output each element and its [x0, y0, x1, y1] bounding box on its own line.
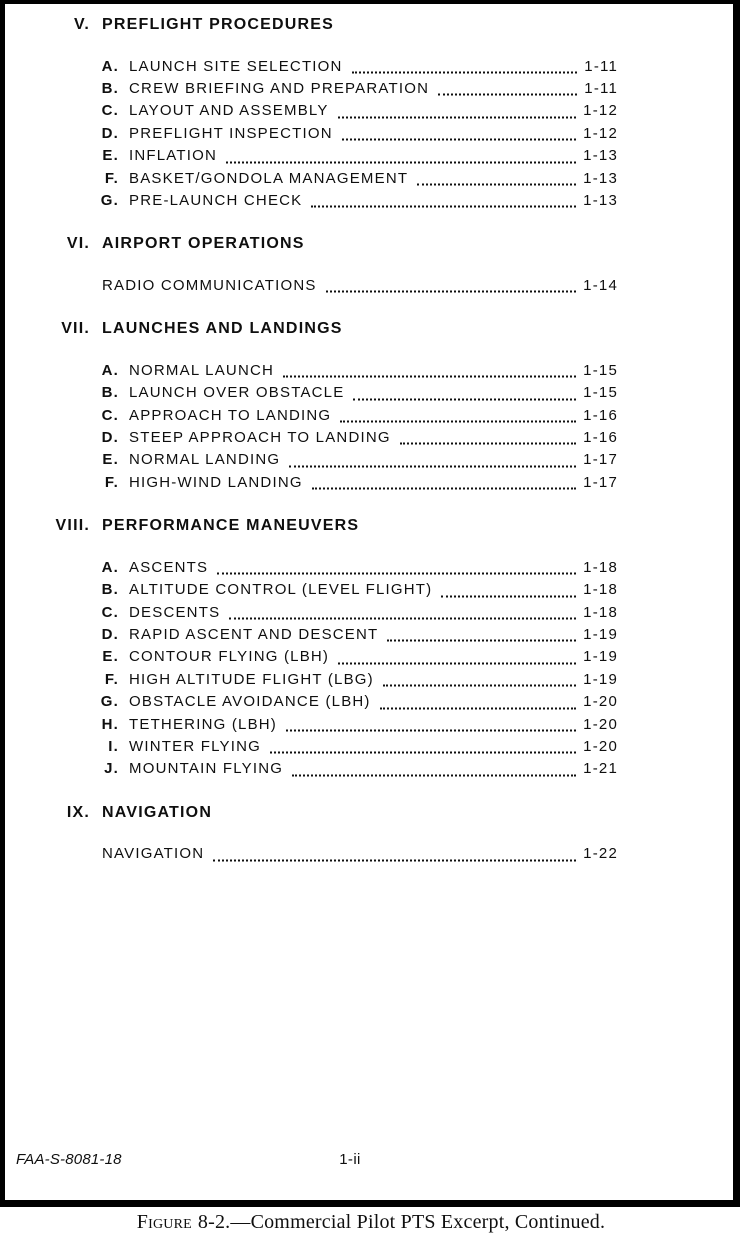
toc-entry-dot-leader [338, 662, 576, 664]
toc-entry-title: ALTITUDE CONTROL (LEVEL FLIGHT) [129, 581, 433, 599]
toc-entry-title: OBSTACLE AVOIDANCE (LBH) [129, 693, 371, 711]
toc-entry-page-number: 1-14 [583, 276, 618, 294]
toc-section-entries [23, 360, 618, 494]
toc-entry-title: NAVIGATION [102, 845, 205, 863]
toc-entry-letter: D. [101, 625, 119, 643]
toc-section-entries [23, 557, 618, 781]
toc-entry-title: RAPID ASCENT AND DESCENT [129, 625, 379, 643]
toc-entry-dot-leader [226, 161, 576, 163]
toc-entry-title: NORMAL LANDING [129, 451, 281, 469]
toc-entry-dot-leader [213, 859, 576, 861]
toc-entry-title: LAUNCH SITE SELECTION [129, 57, 343, 75]
toc-entry-page-number: 1-20 [583, 715, 618, 733]
toc-section-numeral: VII. [61, 320, 90, 338]
toc-entry-page-number: 1-12 [583, 102, 618, 120]
toc-entry-letter: F. [104, 169, 119, 187]
toc-entry-title: LAYOUT AND ASSEMBLY [129, 102, 329, 120]
toc-entry-dot-leader [352, 71, 577, 73]
toc-entry-page-number: 1-19 [583, 670, 618, 688]
toc-entry-dot-leader [340, 420, 576, 422]
toc-section-title: PREFLIGHT PROCEDURES [102, 16, 335, 33]
toc-entry-dot-leader [289, 465, 576, 467]
toc-entry-dot-leader [383, 685, 576, 687]
toc-section [23, 802, 618, 866]
toc-entry-dot-leader [326, 291, 577, 293]
toc-entry-page-number: 1-20 [583, 737, 618, 755]
toc-entry-title: TETHERING (LBH) [129, 715, 278, 733]
toc-entry-page-number: 1-16 [583, 428, 618, 446]
toc-entry-letter: F. [104, 670, 119, 688]
toc-entry-letter: C. [101, 102, 119, 120]
toc-entry-page-number: 1-13 [583, 191, 618, 209]
toc-entry [23, 624, 618, 646]
toc-entry-letter: B. [101, 384, 119, 402]
toc-entry-page-number: 1-13 [583, 169, 618, 187]
toc-entry-title: MOUNTAIN FLYING [129, 760, 284, 778]
toc-entry-letter: I. [108, 737, 119, 755]
toc-entry-letter: C. [101, 406, 119, 424]
toc-entry-letter: A. [101, 558, 119, 576]
toc-section [23, 318, 618, 494]
toc-entry-dot-leader [292, 774, 576, 776]
toc-entry-page-number: 1-18 [583, 603, 618, 621]
toc-section-numeral: V. [73, 16, 90, 33]
toc-entry-dot-leader [400, 443, 576, 445]
toc-section [23, 14, 618, 212]
toc-section-heading [23, 233, 618, 256]
toc-section-heading [23, 515, 618, 538]
toc-entry-dot-leader [270, 752, 576, 754]
toc-entry-dot-leader [441, 595, 576, 597]
toc-section-numeral: VI. [66, 235, 90, 253]
toc-entry-dot-leader [438, 94, 577, 96]
toc-entry-page-number: 1-15 [583, 384, 618, 402]
toc-entry-letter: D. [101, 124, 119, 142]
toc-section-entries [23, 56, 618, 213]
toc-entry-letter: G. [100, 191, 119, 209]
table-of-contents [5, 4, 733, 866]
toc-entry-page-number: 1-20 [583, 693, 618, 711]
toc-entry-page-number: 1-13 [583, 147, 618, 165]
footer-page-number: 1-ii [339, 1151, 361, 1168]
toc-entry [23, 275, 618, 297]
toc-entry-title: HIGH ALTITUDE FLIGHT (LBG) [129, 670, 374, 688]
toc-entry [23, 100, 618, 122]
toc-entry [23, 646, 618, 668]
toc-entry-letter: F. [104, 473, 119, 491]
toc-entry-title: CONTOUR FLYING (LBH) [129, 648, 330, 666]
toc-entry-page-number: 1-17 [583, 451, 618, 469]
toc-entry-page-number: 1-19 [583, 648, 618, 666]
toc-section-title: AIRPORT OPERATIONS [102, 235, 305, 253]
toc-entry-title: PRE-LAUNCH CHECK [129, 191, 303, 209]
toc-entry-letter: H. [101, 715, 119, 733]
toc-entry-dot-leader [342, 139, 576, 141]
toc-entry-page-number: 1-19 [583, 625, 618, 643]
toc-entry-letter: J. [104, 760, 119, 778]
toc-section-title: LAUNCHES AND LANDINGS [102, 320, 343, 338]
toc-entry [23, 714, 618, 736]
toc-entry [23, 78, 618, 100]
toc-section-entries [23, 843, 618, 865]
toc-entry [23, 382, 618, 404]
toc-entry-letter: E. [102, 648, 119, 666]
toc-entry-page-number: 1-16 [583, 406, 618, 424]
toc-entry-page-number: 1-21 [583, 760, 618, 778]
toc-entry-dot-leader [229, 617, 576, 619]
figure-caption [0, 1210, 742, 1234]
toc-entry [23, 145, 618, 167]
toc-entry [23, 736, 618, 758]
toc-entry-letter: B. [101, 79, 119, 97]
toc-entry-title: HIGH-WIND LANDING [129, 473, 303, 491]
toc-entry [23, 123, 618, 145]
toc-entry-title: ASCENTS [129, 558, 209, 576]
toc-entry-dot-leader [353, 398, 576, 400]
toc-entry [23, 602, 618, 624]
toc-entry [23, 360, 618, 382]
toc-entry-title: WINTER FLYING [129, 737, 261, 755]
toc-entry [23, 449, 618, 471]
toc-entry [23, 579, 618, 601]
toc-entry-dot-leader [338, 116, 577, 118]
toc-entry [23, 557, 618, 579]
toc-entry-letter: E. [102, 147, 119, 165]
toc-entry-page-number: 1-18 [583, 558, 618, 576]
toc-entry-dot-leader [283, 376, 576, 378]
toc-entry-dot-leader [286, 729, 576, 731]
toc-entry-letter: C. [101, 603, 119, 621]
toc-entry-page-number: 1-11 [584, 57, 618, 75]
toc-entry [23, 427, 618, 449]
toc-entry [23, 758, 618, 780]
toc-entry-page-number: 1-12 [583, 124, 618, 142]
toc-entry-title: INFLATION [129, 147, 218, 165]
toc-entry-title: APPROACH TO LANDING [129, 406, 332, 424]
toc-entry-dot-leader [387, 640, 576, 642]
toc-entry-title: NORMAL LAUNCH [129, 361, 275, 379]
toc-entry-page-number: 1-11 [584, 79, 618, 97]
toc-section-numeral: IX. [66, 803, 90, 821]
figure-caption-text: 8-2.—Commercial Pilot PTS Excerpt, Continued. [197, 1211, 606, 1233]
toc-entry-dot-leader [312, 488, 576, 490]
toc-entry-letter: G. [100, 693, 119, 711]
toc-entry [23, 56, 618, 78]
toc-section-heading [23, 14, 618, 37]
toc-section-title: NAVIGATION [102, 803, 213, 821]
toc-entry-dot-leader [311, 206, 576, 208]
toc-entry [23, 669, 618, 691]
toc-entry-page-number: 1-22 [583, 845, 618, 863]
toc-entry-letter: E. [102, 451, 119, 469]
toc-entry-title: CREW BRIEFING AND PREPARATION [129, 79, 430, 97]
toc-entry-title: BASKET/GONDOLA MANAGEMENT [129, 169, 409, 187]
toc-entry-page-number: 1-15 [583, 361, 618, 379]
toc-entry-page-number: 1-18 [583, 581, 618, 599]
toc-entry [23, 190, 618, 212]
page-footer [5, 1149, 733, 1171]
toc-section [23, 515, 618, 781]
toc-entry-title: DESCENTS [129, 603, 221, 621]
toc-section-heading [23, 802, 618, 825]
toc-entry-title: PREFLIGHT INSPECTION [129, 124, 333, 142]
toc-entry [23, 405, 618, 427]
toc-entry-dot-leader [380, 707, 577, 709]
figure-caption-label: Figure [136, 1211, 192, 1233]
toc-section-title: PERFORMANCE MANEUVERS [102, 517, 360, 535]
toc-section-heading [23, 318, 618, 341]
toc-section-numeral: VIII. [55, 517, 90, 535]
toc-entry-letter: B. [101, 581, 119, 599]
toc-entry [23, 168, 618, 190]
toc-entry-title: LAUNCH OVER OBSTACLE [129, 384, 345, 402]
toc-entry [23, 691, 618, 713]
toc-entry-letter: D. [101, 428, 119, 446]
toc-entry-title: STEEP APPROACH TO LANDING [129, 428, 391, 446]
toc-entry-dot-leader [417, 183, 576, 185]
toc-entry-dot-leader [217, 573, 576, 575]
toc-section [23, 233, 618, 297]
toc-entry-letter: A. [101, 361, 119, 379]
toc-entry-title: RADIO COMMUNICATIONS [102, 276, 317, 294]
toc-entry [23, 843, 618, 865]
toc-section-entries [23, 275, 618, 297]
toc-entry [23, 472, 618, 494]
footer-document-id: FAA-S-8081-18 [16, 1151, 122, 1168]
toc-entry-letter: A. [101, 57, 119, 75]
toc-entry-page-number: 1-17 [583, 473, 618, 491]
